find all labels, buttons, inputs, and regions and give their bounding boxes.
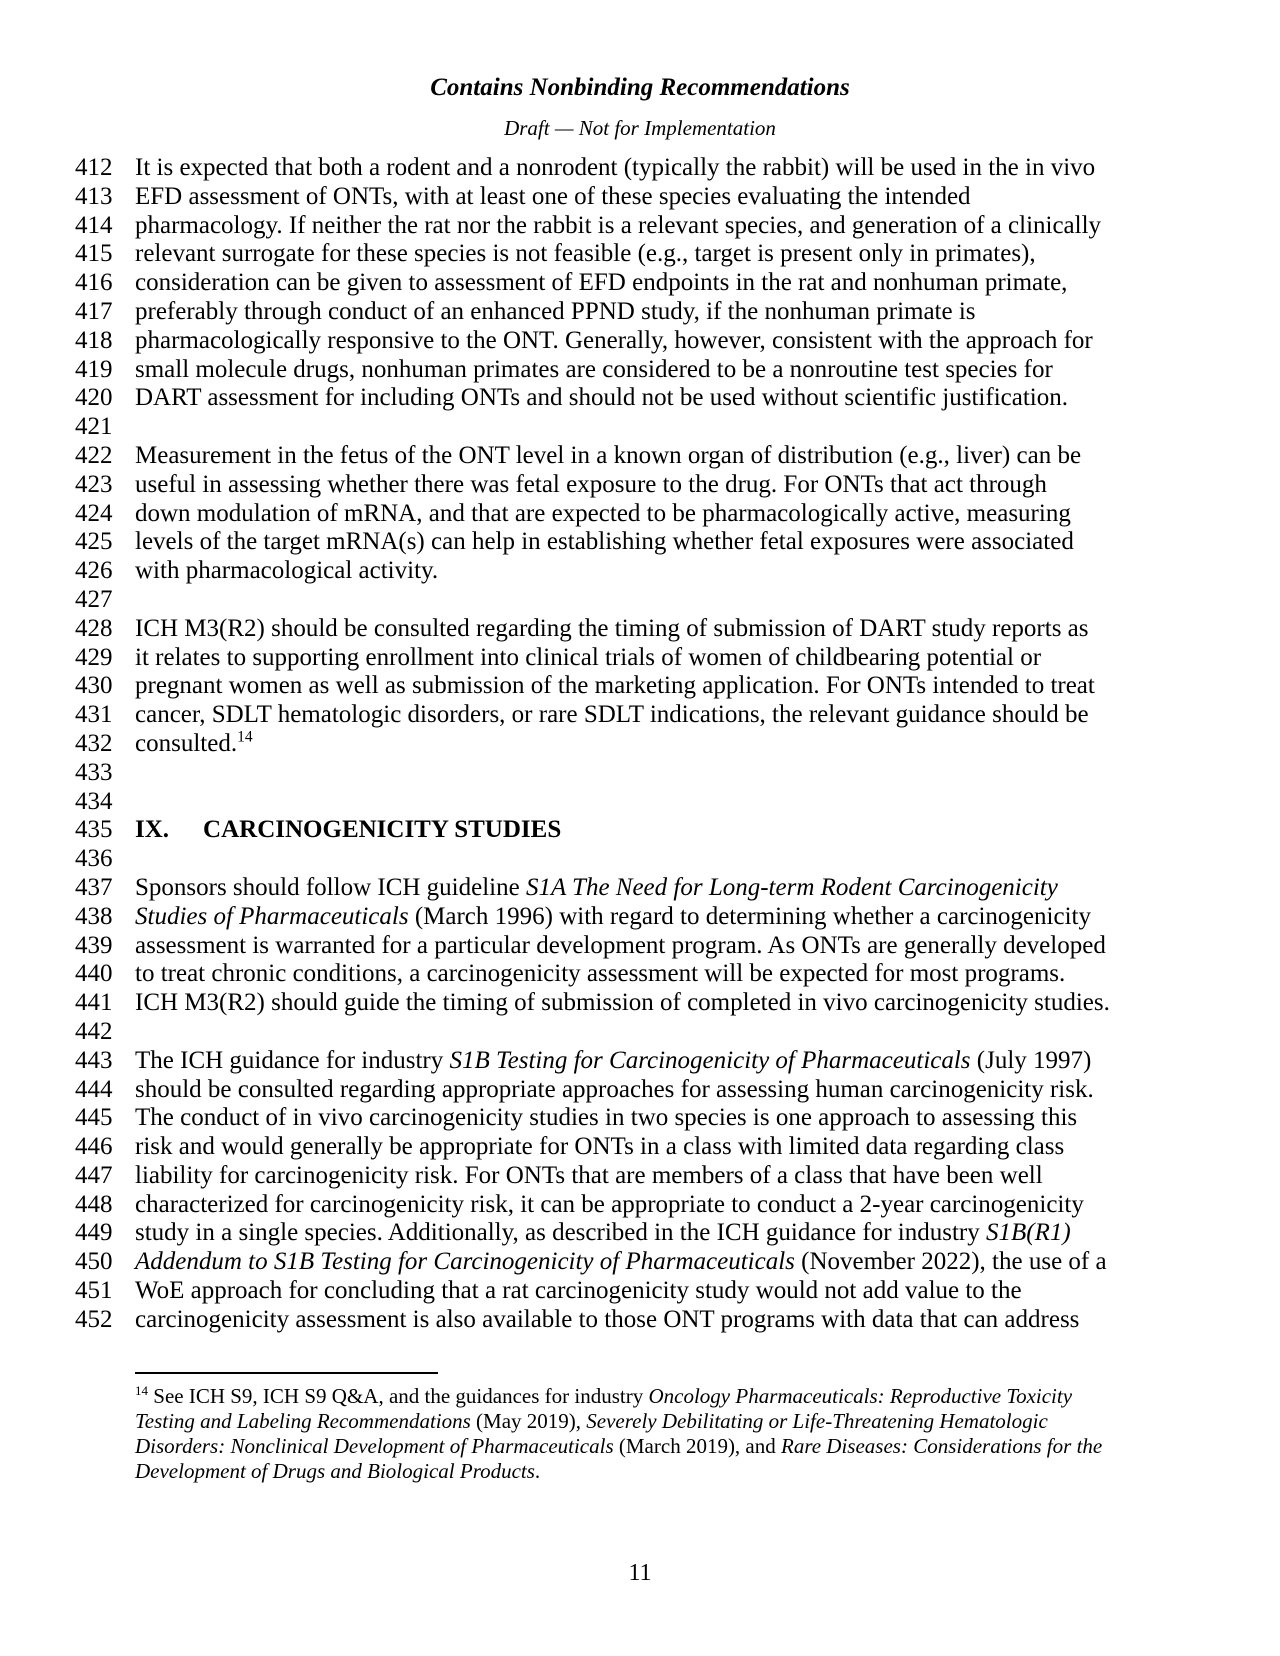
document-line (0, 816, 1280, 845)
line-number: 418 (75, 326, 113, 354)
line-text (135, 384, 1068, 413)
text-segment: IX. (135, 816, 170, 844)
document-line (0, 298, 1280, 327)
line-number: 437 (75, 873, 113, 901)
text-segment: pharmacologically responsive to the ONT. Generally, however, consistent with the approach for (135, 326, 1093, 354)
document-line (0, 586, 1280, 615)
document-line (0, 1162, 1280, 1191)
document-line (0, 528, 1280, 557)
text-segment: (May 2019), (470, 1409, 587, 1433)
line-number: 431 (75, 701, 113, 729)
document-line (0, 730, 1280, 759)
text-segment: levels of the target mRNA(s) can help in establishing whether fetal exposures were associated (135, 528, 1074, 556)
text-segment: S1B(R1) (986, 1219, 1071, 1247)
line-number: 426 (75, 557, 113, 585)
text-segment: Studies of Pharmaceuticals (135, 902, 409, 930)
document-line (0, 1248, 1280, 1277)
text-segment: useful in assessing whether there was fetal exposure to the drug. For ONTs that act through (135, 470, 1047, 498)
document-body (0, 154, 1280, 1335)
text-segment: ICH M3(R2) should be consulted regarding the timing of submission of DART study reports as (135, 614, 1089, 642)
footnote-line (135, 1459, 1145, 1484)
text-segment: . (534, 1459, 541, 1483)
text-segment: should be consulted regarding appropriate approaches for assessing human carcinogenicity risk. (135, 1075, 1094, 1103)
document-line (0, 240, 1280, 269)
line-text (135, 1047, 1091, 1076)
line-number: 422 (75, 441, 113, 469)
document-line (0, 701, 1280, 730)
line-text (135, 212, 1101, 241)
line-text (135, 989, 1110, 1018)
line-number: 421 (75, 413, 113, 441)
line-number: 428 (75, 614, 113, 642)
line-number: 416 (75, 269, 113, 297)
line-text (135, 557, 438, 586)
document-header-title: Contains Nonbinding Recommendations (430, 74, 850, 101)
line-number: 412 (75, 154, 113, 181)
text-segment: small molecule drugs, nonhuman primates are considered to be a nonroutine test species for (135, 355, 1053, 383)
text-segment: Severely Debilitating or Life-Threatening Hematologic (586, 1409, 1048, 1433)
text-segment: S1A The Need for Long-term Rodent Carcinogenicity (525, 873, 1058, 901)
line-text (135, 298, 976, 327)
line-number: 423 (75, 470, 113, 498)
line-text (135, 183, 971, 212)
line-text (135, 730, 253, 759)
document-header-subtitle: Draft — Not for Implementation (504, 116, 776, 140)
line-number: 442 (75, 1017, 113, 1045)
line-text (135, 1191, 1084, 1220)
text-segment: See ICH S9, ICH S9 Q&A, and the guidances for industry (148, 1384, 649, 1408)
line-number: 417 (75, 297, 113, 325)
line-number: 447 (75, 1161, 113, 1189)
footnote-ref-marker: 14 (237, 728, 253, 746)
text-segment: preferably through conduct of an enhanced PPND study, if the nonhuman primate is (135, 297, 976, 325)
text-segment: Development of Drugs and Biological Products (135, 1459, 535, 1483)
document-line (0, 384, 1280, 413)
line-number: 427 (75, 585, 113, 613)
line-number: 432 (75, 729, 113, 757)
document-line (0, 500, 1280, 529)
text-segment: (March 1996) with regard to determining whether a carcinogenicity (408, 902, 1091, 930)
line-number: 430 (75, 672, 113, 700)
line-number: 440 (75, 960, 113, 988)
text-segment: CARCINOGENICITY STUDIES (203, 816, 562, 844)
text-segment: The ICH guidance for industry (135, 1046, 450, 1074)
line-number: 434 (75, 787, 113, 815)
line-number: 443 (75, 1046, 113, 1074)
text-segment: (March 2019), and (613, 1434, 782, 1458)
line-text (135, 903, 1091, 932)
text-segment: pregnant women as well as submission of the marketing application. For ONTs intended to treat (135, 672, 1095, 700)
text-segment: It is expected that both a rodent and a nonrodent (typically the rabbit) will be used in the in vivo (135, 154, 1096, 181)
document-line (0, 1018, 1280, 1047)
text-segment: Testing and Labeling Recommendations (135, 1409, 471, 1433)
line-text (135, 1306, 1079, 1335)
text-segment: pharmacology. If neither the rat nor the rabbit is a relevant species, and generation of a clinically (135, 211, 1102, 239)
document-line (0, 845, 1280, 874)
text-segment: relevant surrogate for these species is not feasible (e.g., target is present only in primates), (135, 240, 1036, 268)
line-text (135, 1277, 1022, 1306)
line-number: 446 (75, 1133, 113, 1161)
document-line (0, 960, 1280, 989)
page-number: 11 (628, 1560, 652, 1586)
text-segment: liability for carcinogenicity risk. For ONTs that are members of a class that have been well (135, 1161, 1043, 1189)
footnote (135, 1384, 1145, 1484)
text-segment: risk and would generally be appropriate for ONTs in a class with limited data regarding class (135, 1133, 1065, 1161)
text-segment: to treat chronic conditions, a carcinogenicity assessment will be expected for most programs. (135, 960, 1066, 988)
line-text (135, 644, 1041, 673)
line-text (135, 932, 1106, 961)
line-text (135, 528, 1074, 557)
document-line (0, 154, 1280, 183)
line-number: 420 (75, 384, 113, 412)
line-number: 413 (75, 182, 113, 210)
text-segment: study in a single species. Additionally, as described in the ICH guidance for industry (135, 1219, 986, 1247)
line-number: 424 (75, 499, 113, 527)
line-text (135, 240, 1036, 269)
text-segment: assessment is warranted for a particular development program. As ONTs are generally developed (135, 931, 1106, 959)
document-line (0, 471, 1280, 500)
line-text (135, 701, 1089, 730)
text-segment: S1B Testing for Carcinogenicity of Pharmaceuticals (449, 1046, 971, 1074)
footnote-line (135, 1384, 1145, 1409)
line-number: 419 (75, 355, 113, 383)
line-text (135, 1162, 1043, 1191)
line-text (135, 442, 1081, 471)
line-number: 438 (75, 902, 113, 930)
footnote-ref-marker: 14 (135, 1383, 149, 1398)
document-line (0, 615, 1280, 644)
line-number: 445 (75, 1104, 113, 1132)
footnote-line (135, 1434, 1145, 1459)
text-segment: (July 1997) (970, 1046, 1092, 1074)
document-line (0, 1076, 1280, 1105)
document-line (0, 1219, 1280, 1248)
line-number: 448 (75, 1190, 113, 1218)
text-segment: it relates to supporting enrollment into clinical trials of women of childbearing potential or (135, 643, 1042, 671)
line-number: 450 (75, 1248, 113, 1276)
line-text (135, 1133, 1064, 1162)
footnote-separator (135, 1372, 438, 1374)
document-line (0, 442, 1280, 471)
footnote-line (135, 1409, 1145, 1434)
line-number: 415 (75, 240, 113, 268)
line-text (135, 816, 561, 845)
document-line (0, 989, 1280, 1018)
document-line (0, 759, 1280, 788)
text-segment: The conduct of in vivo carcinogenicity studies in two species is one approach to assessing this (135, 1104, 1078, 1132)
line-text (135, 615, 1089, 644)
line-text (135, 960, 1065, 989)
text-segment: DART assessment for including ONTs and should not be used without scientific justification. (135, 384, 1068, 412)
text-segment: Addendum to S1B Testing for Carcinogenicity of Pharmaceuticals (135, 1248, 795, 1276)
document-line (0, 183, 1280, 212)
document-line (0, 327, 1280, 356)
text-segment: cancer, SDLT hematologic disorders, or rare SDLT indications, the relevant guidance should be (135, 701, 1089, 729)
line-number: 414 (75, 211, 113, 239)
document-line (0, 788, 1280, 817)
line-number: 433 (75, 758, 113, 786)
text-segment: Oncology Pharmaceuticals: Reproductive Toxicity (648, 1384, 1073, 1408)
line-number: 436 (75, 845, 113, 873)
text-segment: down modulation of mRNA, and that are expected to be pharmacologically active, measuring (135, 499, 1071, 527)
line-number: 441 (75, 989, 113, 1017)
line-number: 435 (75, 816, 113, 844)
line-number: 439 (75, 931, 113, 959)
line-text (135, 471, 1047, 500)
text-segment: Rare Diseases: Considerations for the (781, 1434, 1103, 1458)
line-text (135, 356, 1053, 385)
document-line (0, 1191, 1280, 1220)
line-text (135, 154, 1095, 183)
line-text (135, 500, 1071, 529)
text-segment: EFD assessment of ONTs, with at least one of these species evaluating the intended (135, 182, 971, 210)
document-line (0, 557, 1280, 586)
document-line (0, 356, 1280, 385)
text-segment: ICH M3(R2) should guide the timing of submission of completed in vivo carcinogenicity studies. (135, 989, 1110, 1017)
document-line (0, 874, 1280, 903)
document-line (0, 932, 1280, 961)
document-line (0, 212, 1280, 241)
line-text (135, 672, 1095, 701)
document-line (0, 1133, 1280, 1162)
text-segment: characterized for carcinogenicity risk, it can be appropriate to conduct a 2-year carcinogenicity (135, 1190, 1084, 1218)
document-line (0, 413, 1280, 442)
document-line (0, 903, 1280, 932)
text-segment: carcinogenicity assessment is also available to those ONT programs with data that can address (135, 1305, 1080, 1333)
document-line (0, 1277, 1280, 1306)
line-text (135, 1219, 1071, 1248)
line-text (135, 874, 1058, 903)
text-segment: with pharmacological activity. (135, 557, 439, 585)
document-line (0, 644, 1280, 673)
text-segment: WoE approach for concluding that a rat carcinogenicity study would not add value to the (135, 1277, 1022, 1305)
line-number: 452 (75, 1305, 113, 1333)
line-number: 451 (75, 1277, 113, 1305)
line-text (135, 1076, 1094, 1105)
line-number: 429 (75, 643, 113, 671)
document-line (0, 1306, 1280, 1335)
document-line (0, 672, 1280, 701)
text-segment: Disorders: Nonclinical Development of Pharmaceuticals (135, 1434, 614, 1458)
document-line (0, 269, 1280, 298)
line-number: 449 (75, 1219, 113, 1247)
line-text (135, 269, 1067, 298)
line-text (135, 1104, 1077, 1133)
line-text (135, 327, 1093, 356)
line-number: 425 (75, 528, 113, 556)
line-text (135, 1248, 1107, 1277)
text-segment: Sponsors should follow ICH guideline (135, 873, 526, 901)
text-segment: Measurement in the fetus of the ONT level in a known organ of distribution (e.g., liver) can be (135, 441, 1082, 469)
text-segment: consulted. (135, 729, 238, 757)
line-number: 444 (75, 1075, 113, 1103)
text-segment: consideration can be given to assessment of EFD endpoints in the rat and nonhuman primate, (135, 269, 1068, 297)
document-line (0, 1104, 1280, 1133)
text-segment: (November 2022), the use of a (794, 1248, 1107, 1276)
document-line (0, 1047, 1280, 1076)
